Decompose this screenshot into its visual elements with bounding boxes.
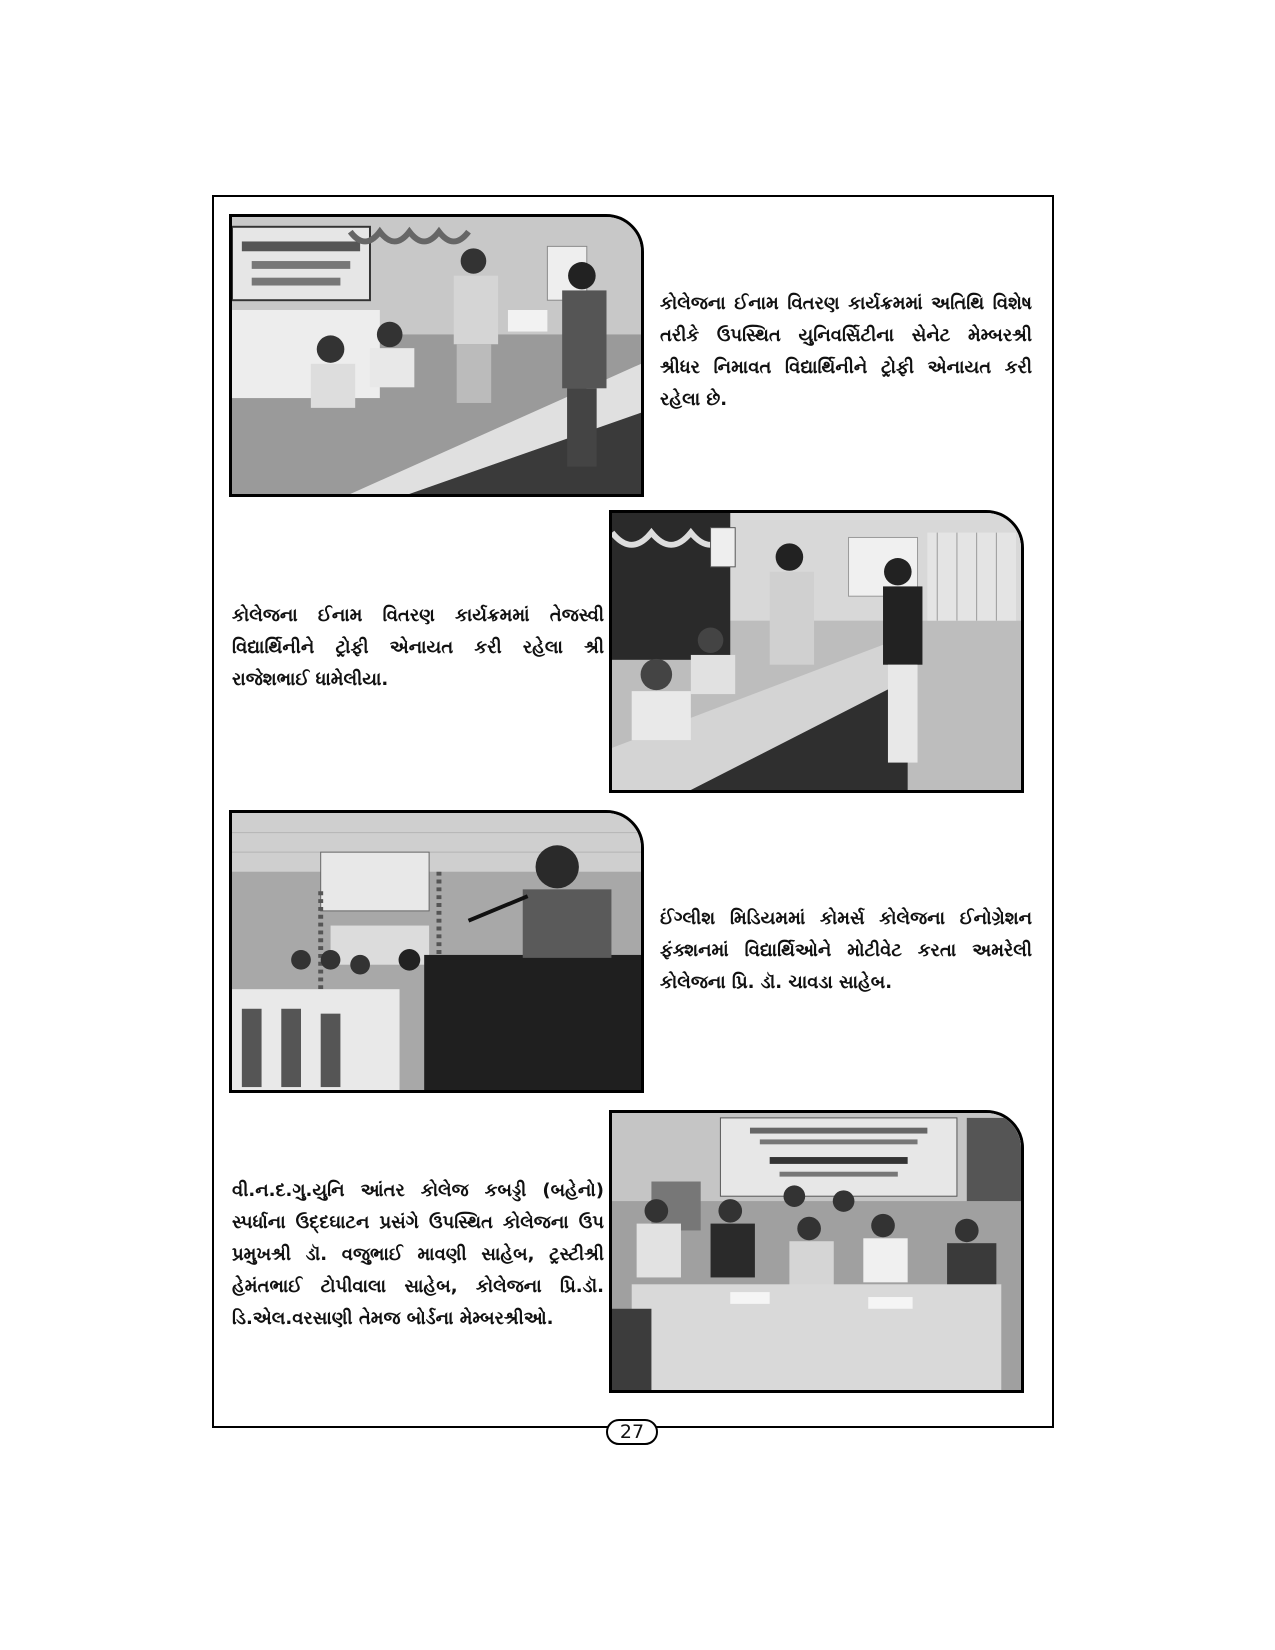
photo-kabaddi-inauguration bbox=[609, 1110, 1024, 1393]
page-number: 27 bbox=[606, 1419, 658, 1445]
photo-prize-distribution-guest bbox=[229, 214, 644, 497]
caption-prize-distribution-guest: કોલેજના ઈનામ વિતરણ કાર્યક્રમમાં અતિથિ વિશેષ તરીકે ઉપસ્થિત યુનિવર્સિટીના સેનેટ મેમ્બરશ્રી શ્રીધર નિમાવત વિદ્યાર્થિનીને ટ્રોફી એનાયત કરી રહેલા છે. bbox=[660, 293, 1032, 410]
caption-kabaddi-inauguration: વી.ન.દ.ગુ.યુનિ આંતર કોલેજ કબડ્ડી (બહેનો) સ્પર્ધાના ઉદ્દઘાટન પ્રસંગે ઉપસ્થિત કોલેજના ઉપ પ્રમુખશ્રી ડૉ. વજુભાઈ માવણી સાહેબ, ટ્રસ્ટીશ્રી હેમંતભાઈ ટોપીવાલા સાહેબ, કોલેજના પ્રિ.ડૉ. ડિ.એલ.વરસાણી તેમજ બોર્ડના મેમ્બરશ્રીઓ. bbox=[232, 1180, 604, 1329]
caption-induction-speech: ઈંગ્લીશ મિડિયમમાં કોમર્સ કોલેજના ઈનોગ્રેશન ફંક્શનમાં વિદ્યાર્થિઓને મોટીવેટ કરતા અમરેલી કોલેજના પ્રિ. ડૉ. ચાવડા સાહેબ. bbox=[660, 908, 1032, 993]
photo-induction-speech bbox=[229, 810, 644, 1093]
photo-prize-distribution-trophy bbox=[609, 510, 1024, 793]
caption-prize-distribution-trophy: કોલેજના ઈનામ વિતરણ કાર્યક્રમમાં તેજસ્વી વિદ્યાર્થિનીને ટ્રોફી એનાયત કરી રહેલા શ્રી રાજેશભાઈ ધામેલીયા. bbox=[232, 605, 604, 690]
